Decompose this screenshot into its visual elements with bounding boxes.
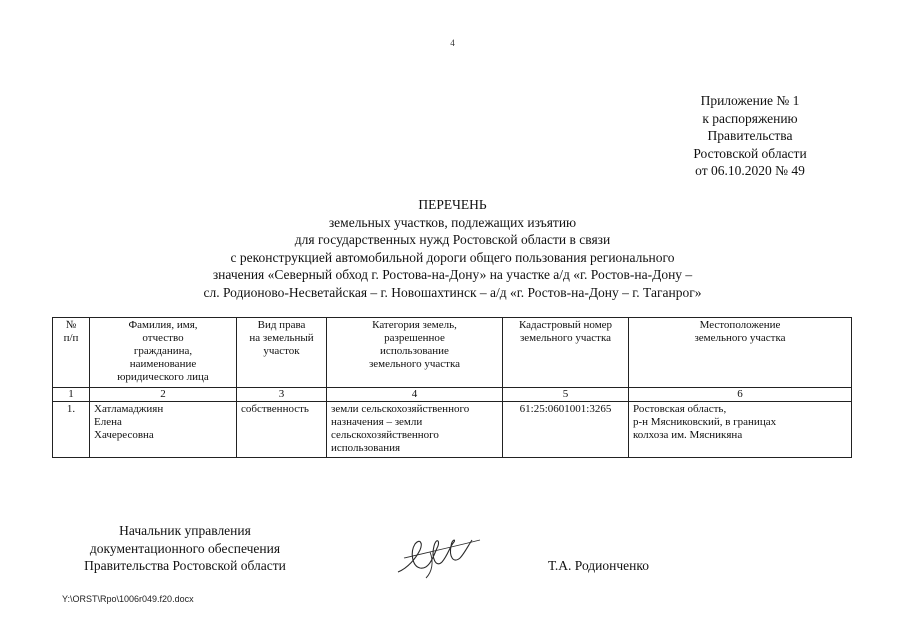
header-text: земельного участка <box>368 358 461 370</box>
appendix-block <box>640 92 860 180</box>
appendix-line: Правительства <box>707 128 793 143</box>
header-text: юридического лица <box>117 371 209 383</box>
appendix-line: Ростовской области <box>693 145 807 161</box>
signer-title-line: Правительства Ростовской области <box>84 558 286 573</box>
row-number-cell: 1. <box>53 402 90 458</box>
title-line: земельных участков, подлежащих изъятию <box>328 214 577 230</box>
header-text: № <box>65 319 77 331</box>
column-number-cell: 5 <box>503 388 629 402</box>
owner-name-cell <box>90 402 237 458</box>
header-text: разрешенное <box>384 332 445 344</box>
header-text: Кадастровый номер <box>518 319 613 331</box>
owner-name-line: Хачересовна <box>94 429 154 441</box>
column-number-row <box>53 388 852 402</box>
header-text: Местоположение <box>699 319 781 331</box>
owner-name-line: Хатламаджиян <box>94 403 164 415</box>
header-text: Фамилия, имя, <box>128 319 198 331</box>
document-title <box>0 196 905 301</box>
page-number: 4 <box>450 38 455 48</box>
title-line: с реконструкцией автомобильной дороги общего пользования регионального <box>230 249 675 265</box>
header-text: участок <box>263 345 300 357</box>
header-cell-land-category <box>327 318 503 388</box>
land-category-line: сельскохозяйственного <box>331 429 439 441</box>
title-line: сл. Родионово-Несветайская – г. Новошахтинск – а/д «г. Ростов-на-Дону – г. Таганрог» <box>203 284 702 300</box>
land-category-cell <box>327 402 503 458</box>
signer-title-line: документационного обеспечения <box>89 540 281 556</box>
handwritten-signature <box>390 528 490 583</box>
header-text: земельного участка <box>519 332 612 344</box>
header-cell-owner <box>90 318 237 388</box>
owner-name-line: Елена <box>94 416 122 428</box>
appendix-date-line: от 06.10.2020 № 49 <box>695 163 805 178</box>
title-line: значения «Северный обход г. Ростова-на-Дону» на участке а/д «г. Ростов-на-Дону – <box>212 267 693 282</box>
file-path: Y:\ORST\Rpo\1006r049.f20.docx <box>62 594 194 604</box>
land-category-line: назначения – земли <box>331 416 423 428</box>
land-parcels-table <box>52 317 852 458</box>
column-number-cell: 3 <box>237 388 327 402</box>
location-line: р-н Мясниковский, в границах <box>633 416 777 428</box>
signer-name: Т.А. Родионченко <box>548 558 649 573</box>
appendix-line: к распоряжению <box>702 110 798 126</box>
column-number-cell: 6 <box>629 388 852 402</box>
appendix-line: Приложение № 1 <box>700 93 800 108</box>
right-type-cell: собственность <box>237 402 327 458</box>
land-category-line: земли сельскохозяйственного <box>331 403 470 415</box>
column-number-cell: 2 <box>90 388 237 402</box>
signer-position <box>40 522 330 575</box>
header-text: отчество <box>142 332 184 344</box>
header-text: земельного участка <box>694 332 786 344</box>
column-number-cell: 1 <box>53 388 90 402</box>
header-text: Категория земель, <box>372 319 457 331</box>
land-category-line: использования <box>331 442 401 454</box>
header-text: наименование <box>129 358 197 370</box>
header-text: п/п <box>63 332 79 344</box>
title-line: для государственных нужд Ростовской области в связи <box>294 232 611 247</box>
signer-title-line: Начальник управления <box>119 523 251 538</box>
table-header-row <box>53 318 852 388</box>
header-cell-cadastral-number <box>503 318 629 388</box>
title-heading: ПЕРЕЧЕНЬ <box>418 197 487 212</box>
header-cell-right-type <box>237 318 327 388</box>
table-row <box>53 402 852 458</box>
header-cell-number <box>53 318 90 388</box>
header-text: на земельный <box>249 332 314 344</box>
header-cell-location <box>629 318 852 388</box>
header-text: гражданина, <box>133 345 193 357</box>
column-number-cell: 4 <box>327 388 503 402</box>
cadastral-number-cell: 61:25:0601001:3265 <box>503 402 629 458</box>
location-line: колхоза им. Мясникяна <box>633 429 743 441</box>
location-cell <box>629 402 852 458</box>
location-line: Ростовская область, <box>633 403 727 415</box>
header-text: Вид права <box>257 319 306 331</box>
header-text: использование <box>380 345 449 357</box>
